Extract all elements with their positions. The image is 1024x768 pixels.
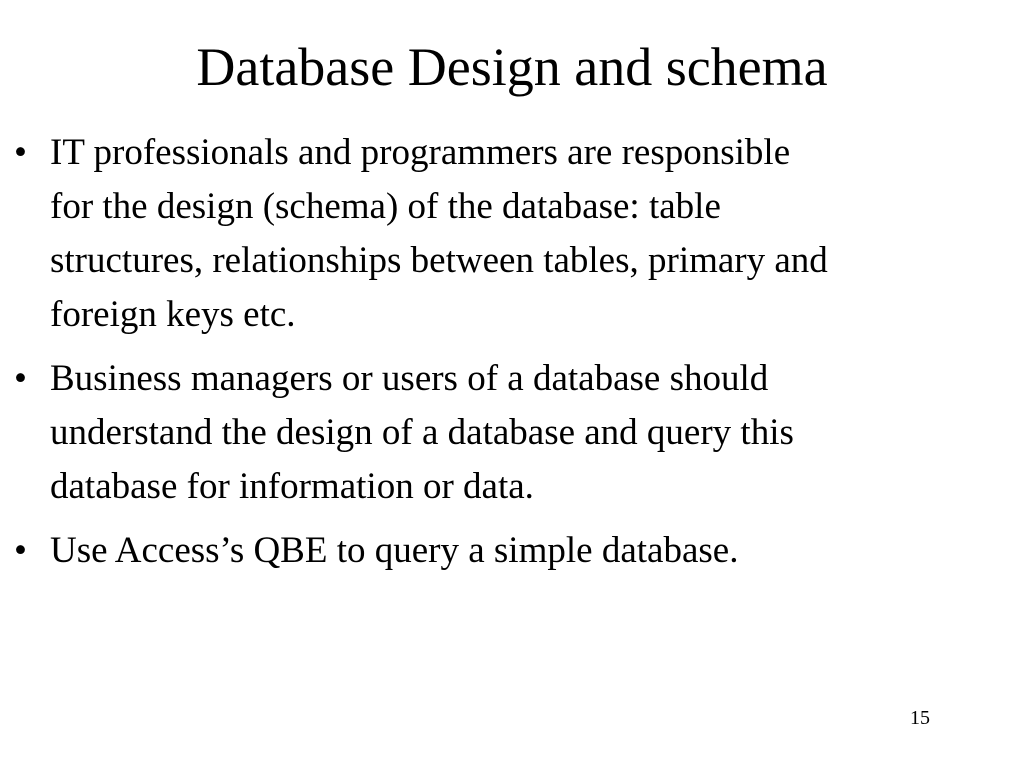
bullet-item (14, 524, 1014, 578)
bullet-list (14, 126, 1014, 588)
bullet-line: database for information or data. (50, 466, 534, 507)
slide-title: Database Design and schema (196, 37, 828, 97)
bullet-marker: • (14, 358, 27, 399)
bullet-item (14, 352, 1014, 514)
bullet-line: structures, relationships between tables, primary and (50, 240, 828, 281)
bullet-line: IT professionals and programmers are responsible (50, 132, 791, 173)
bullet-marker: • (14, 530, 27, 571)
bullet-line: Business managers or users of a database should (50, 358, 769, 399)
page-number: 15 (910, 707, 930, 729)
bullet-line: for the design (schema) of the database: table (50, 186, 721, 227)
bullet-line: understand the design of a database and query this (50, 412, 794, 453)
bullet-line: Use Access’s QBE to query a simple database. (50, 530, 739, 571)
bullet-line: foreign keys etc. (50, 294, 296, 335)
bullet-marker: • (14, 132, 27, 173)
bullet-item (14, 126, 1014, 342)
